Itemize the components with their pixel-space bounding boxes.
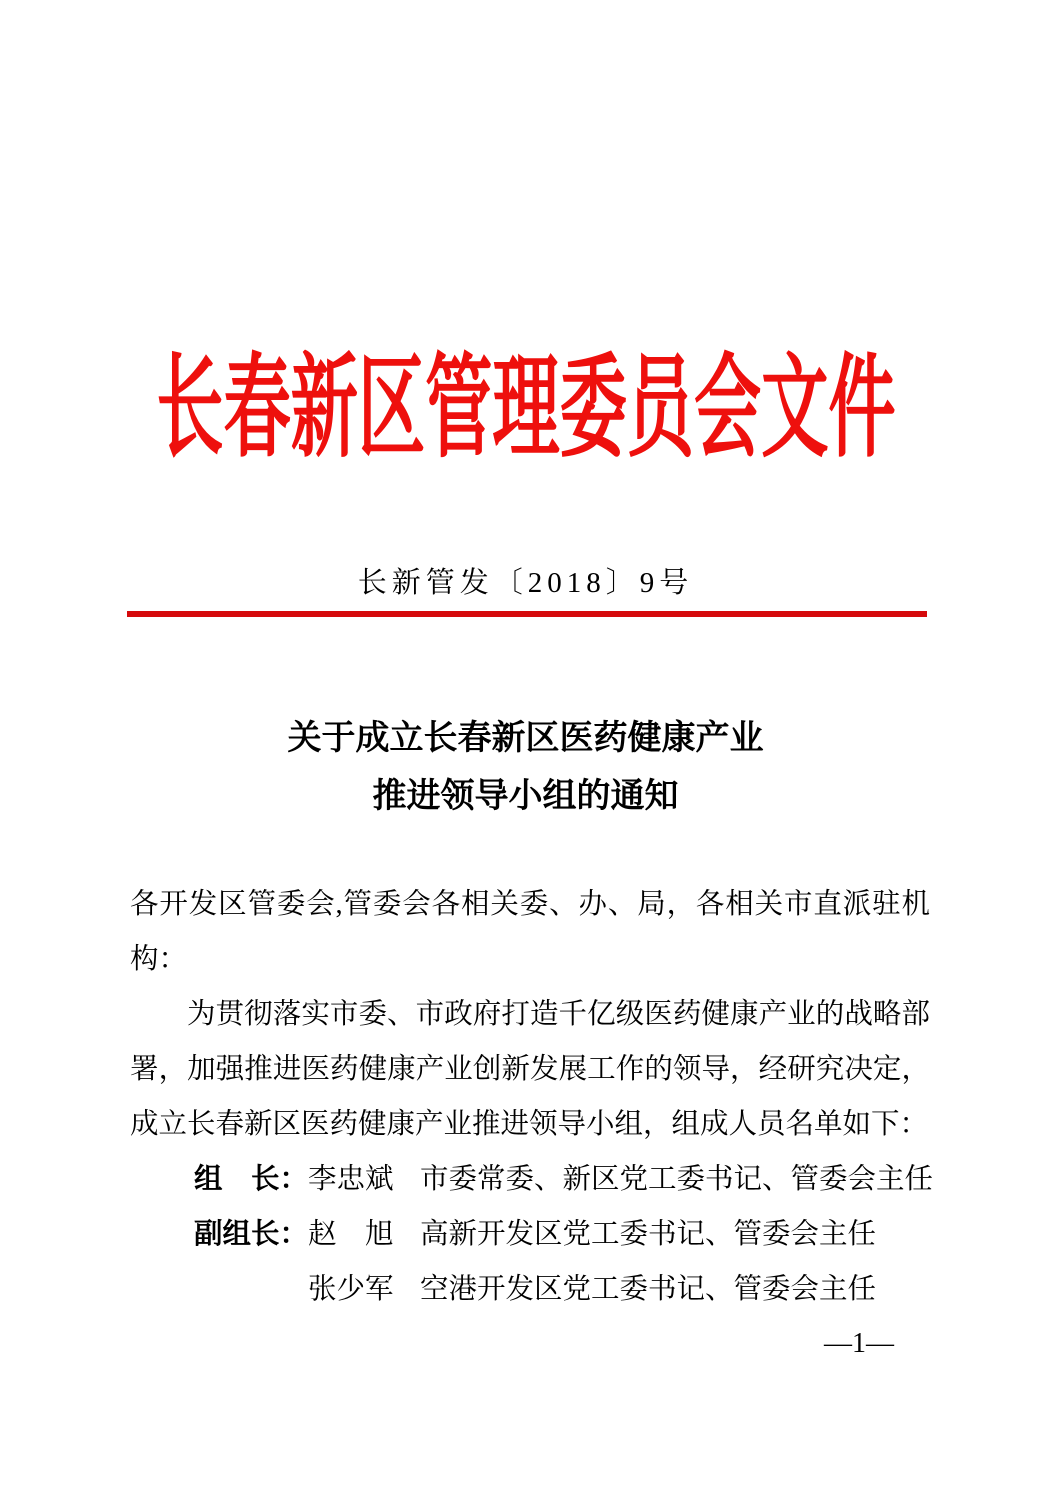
document-title-line1: 关于成立长春新区医药健康产业: [287, 720, 764, 757]
document-body: [130, 877, 934, 1317]
leader-title: 高新开发区党工委书记、管委会主任: [420, 1219, 877, 1250]
leader-role-label: 组 长：: [194, 1164, 309, 1195]
leader-title: 空港开发区党工委书记、管委会主任: [420, 1274, 877, 1305]
document-title: [0, 710, 1051, 826]
body-paragraph: 为贯彻落实市委、市政府打造千亿级医药健康产业的战略部署，加强推进医药健康产业创新发展工作的领导，经研究决定，成立长春新区医药健康产业推进领导小组，组成人员名单如下：: [130, 999, 930, 1140]
leader-list: [130, 1152, 934, 1317]
page-number: —1—: [824, 1328, 894, 1359]
leader-name: 张少军: [308, 1274, 394, 1305]
leader-title: 市委常委、新区党工委书记、管委会主任: [420, 1164, 934, 1195]
leader-role-label: [194, 1262, 308, 1317]
leader-row: [130, 1262, 930, 1317]
red-separator-line: [127, 611, 927, 617]
org-title: 长春新区管理委员会文件: [155, 347, 896, 471]
leader-role-label: 副组长：: [194, 1219, 309, 1250]
leader-name: 李忠斌: [308, 1164, 394, 1195]
document-number: 长新管发〔2018〕9号: [357, 567, 694, 599]
leader-name: 赵 旭: [308, 1219, 394, 1250]
salutation-paragraph: 各开发区管委会,管委会各相关委、办、局，各相关市直派驻机构：: [130, 889, 930, 975]
document-title-line2: 推进领导小组的通知: [372, 778, 679, 815]
leader-row: [130, 1152, 934, 1207]
red-header-banner: [0, 348, 1051, 470]
leader-row: [130, 1207, 930, 1262]
